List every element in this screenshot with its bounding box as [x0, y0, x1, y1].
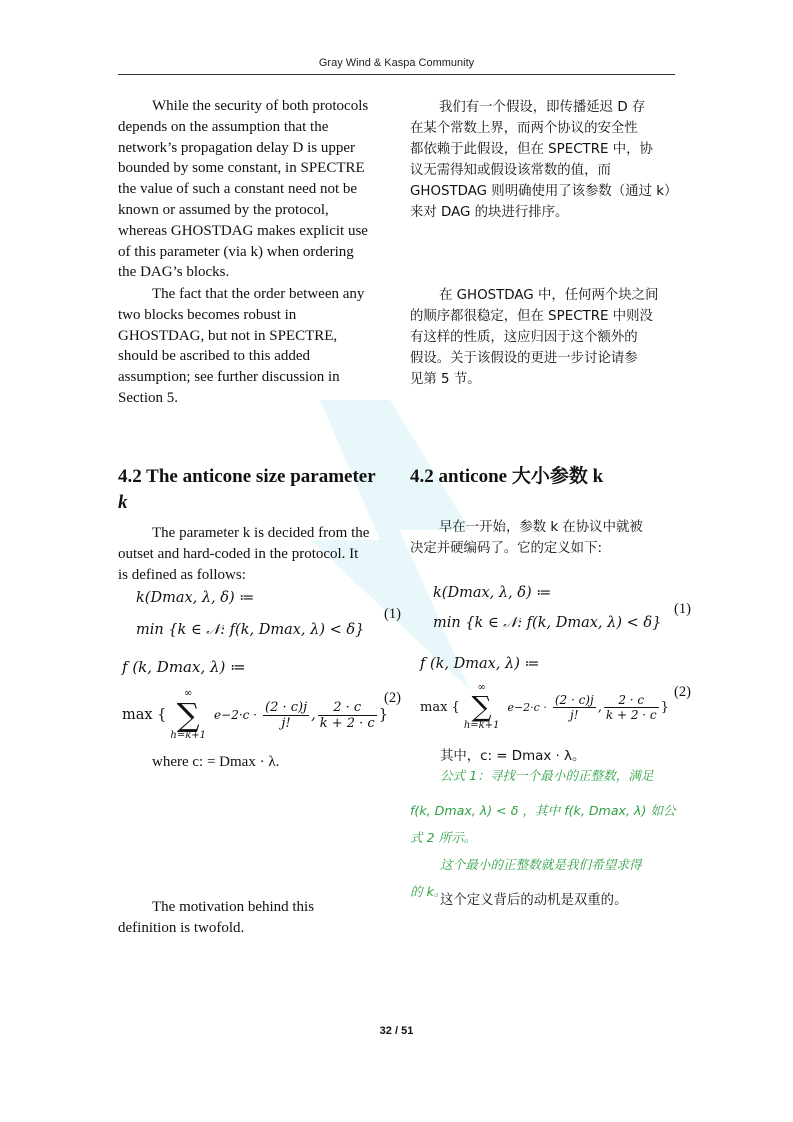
line: 假设。关于该假设的更进一步讨论请参	[410, 351, 638, 366]
sum-lower: h=k+1	[463, 720, 500, 731]
line: 都依赖于此假设，但在 SPECTRE 中，协	[410, 142, 653, 157]
eq-exponential: e−2·c ·	[507, 700, 547, 714]
sum-symbol: ∞ ∑ h=k+1	[170, 688, 207, 741]
eq1-line1: k(Dmax, λ, δ) ≔	[136, 590, 255, 606]
eq2-line1: f (k, Dmax, λ) ≔	[122, 658, 246, 676]
fraction-1-numerator: (2 · c)j	[265, 699, 308, 715]
line: While the security of both protocols	[152, 98, 369, 114]
line: known or assumed by the protocol,	[118, 201, 329, 218]
eq-close: }	[378, 707, 388, 723]
note-line: 式 2 所示。	[410, 830, 477, 845]
line: GHOSTDAG 则明确使用了该参数（通过 k）	[410, 184, 678, 199]
line: outset and hard-coded in the protocol. It	[118, 545, 359, 562]
sum-symbol: ∞ ∑ h=k+1	[463, 682, 500, 731]
fraction-2	[318, 700, 377, 731]
line: 在 GHOSTDAG 中，任何两个块之间	[439, 288, 659, 303]
eq1-line2-zh: min {k ∈ 𝒩: f(k, Dmax, λ) < δ}	[433, 615, 662, 631]
eq2-number-zh: (2)	[674, 684, 691, 700]
line: depends on the assumption that the	[118, 118, 329, 135]
line: assumption; see further discussion in	[118, 369, 340, 386]
eq2-number: (2)	[384, 690, 401, 706]
line: GHOSTDAG, but not in SPECTRE,	[118, 327, 338, 344]
eq-exponential: e−2·c ·	[214, 708, 257, 722]
line: should be ascribed to this added	[118, 348, 311, 365]
sum-upper: ∞	[184, 688, 193, 699]
fraction-1-denominator: j!	[281, 715, 291, 731]
right-paragraph-1	[410, 97, 678, 223]
line: the value of such a constant need not be	[118, 181, 358, 198]
fraction-2	[604, 693, 659, 722]
line: definition is twofold.	[118, 919, 245, 936]
line: 见第 5 节。	[410, 372, 481, 387]
section-heading-en	[118, 464, 384, 516]
line: 有这样的性质，这应归因于这个额外的	[410, 330, 638, 345]
eq-max: max {	[420, 699, 460, 715]
line: 早在一开始，参数 k 在协议中就被	[439, 520, 643, 535]
left-paragraph-2	[118, 284, 382, 409]
fraction-1	[553, 693, 596, 722]
fraction-2-numerator: 2 · c	[604, 693, 659, 708]
heading-line: k	[118, 492, 128, 513]
eq2-line2-zh: max { ∞ ∑ h=k+1 e−2·c · $\frac{(2 \cdot c)j}{j!}$ , $\frac{2 \cdot c}{k + 2 \cdot c}$ }	[420, 682, 669, 731]
left-paragraph-4	[118, 897, 382, 939]
eq2-line2: max { ∞ ∑ h=k+1 e−2·c · $\frac{(2 \cdot c)j}{j!}$ , $\frac{2 \cdot c}{k + 2 \cdot c}$ }	[122, 688, 388, 741]
line: 来对 DAG 的块进行排序。	[410, 205, 569, 220]
running-header: Gray Wind & Kaspa Community	[318, 57, 475, 69]
line: The parameter k is decided from the	[152, 525, 370, 541]
left-paragraph-1	[118, 96, 382, 283]
line: network’s propagation delay D is upper	[118, 139, 356, 156]
line: 议无需得知或假设该常数的值，而	[410, 163, 611, 178]
right-paragraph-4: 这个定义背后的动机是双重的。	[440, 893, 628, 908]
line: is defined as follows:	[118, 566, 246, 583]
line: Section 5.	[118, 389, 178, 406]
fraction-1-numerator: (2 · c)j	[554, 692, 594, 707]
line: the DAG’s blocks.	[118, 264, 230, 281]
right-paragraph-3	[410, 517, 674, 559]
fraction-2-denominator: k + 2 · c	[319, 715, 375, 731]
heading-line: 4.2 The anticone size parameter	[118, 466, 376, 487]
line: 在某个常数上界，而两个协议的安全性	[410, 121, 638, 136]
header-rule	[118, 74, 675, 75]
note-line: f(k, Dmax, λ) < δ ，其中 f(k, Dmax, λ) 如公	[410, 803, 676, 818]
line: The motivation behind this	[152, 899, 315, 915]
fraction-2-numerator: 2 · c	[318, 700, 377, 716]
left-paragraph-3	[118, 523, 382, 585]
formula-note	[410, 762, 676, 905]
fraction-1-denominator: j!	[570, 707, 579, 722]
line: whereas GHOSTDAG makes explicit use	[118, 222, 368, 239]
eq1-number-zh: (1)	[674, 601, 691, 617]
fraction-2-denominator: k + 2 · c	[605, 707, 657, 722]
sum-lower: h=k+1	[170, 730, 207, 741]
fraction-1	[263, 700, 309, 731]
eq-close: }	[660, 699, 669, 715]
line: 决定并硬编码了。它的定义如下:	[410, 541, 602, 556]
line: 我们有一个假设，即传播延迟 D 存	[439, 100, 646, 115]
note-line: 的 k。	[410, 884, 447, 899]
line: two blocks becomes robust in	[118, 306, 297, 323]
line: The fact that the order between any	[152, 286, 365, 302]
sum-upper: ∞	[477, 682, 486, 693]
note-line: 这个最小的正整数就是我们希望求得	[440, 857, 642, 872]
page-number: 32 / 51	[379, 1025, 414, 1037]
note-line: 公式 1：寻找一个最小的正整数，满足	[440, 768, 654, 783]
line: 的顺序都很稳定，但在 SPECTRE 中则没	[410, 309, 653, 324]
eq1-line1-zh: k(Dmax, λ, δ) ≔	[433, 585, 552, 601]
line: of this parameter (via k) when ordering	[118, 243, 354, 260]
right-paragraph-2	[410, 285, 674, 390]
eq-max: max {	[122, 707, 167, 723]
where-clause: where c: = Dmax · λ.	[152, 754, 280, 770]
line: bounded by some constant, in SPECTRE	[118, 160, 365, 177]
eq1-number: (1)	[384, 606, 401, 622]
eq1-line2: min {k ∈ 𝒩: f(k, Dmax, λ) < δ}	[136, 622, 365, 638]
eq2-line1-zh: f (k, Dmax, λ) ≔	[420, 656, 540, 672]
where-clause-zh: 其中，c: = Dmax · λ。	[440, 749, 586, 764]
section-heading-zh: 4.2 anticone 大小参数 k	[410, 466, 604, 487]
